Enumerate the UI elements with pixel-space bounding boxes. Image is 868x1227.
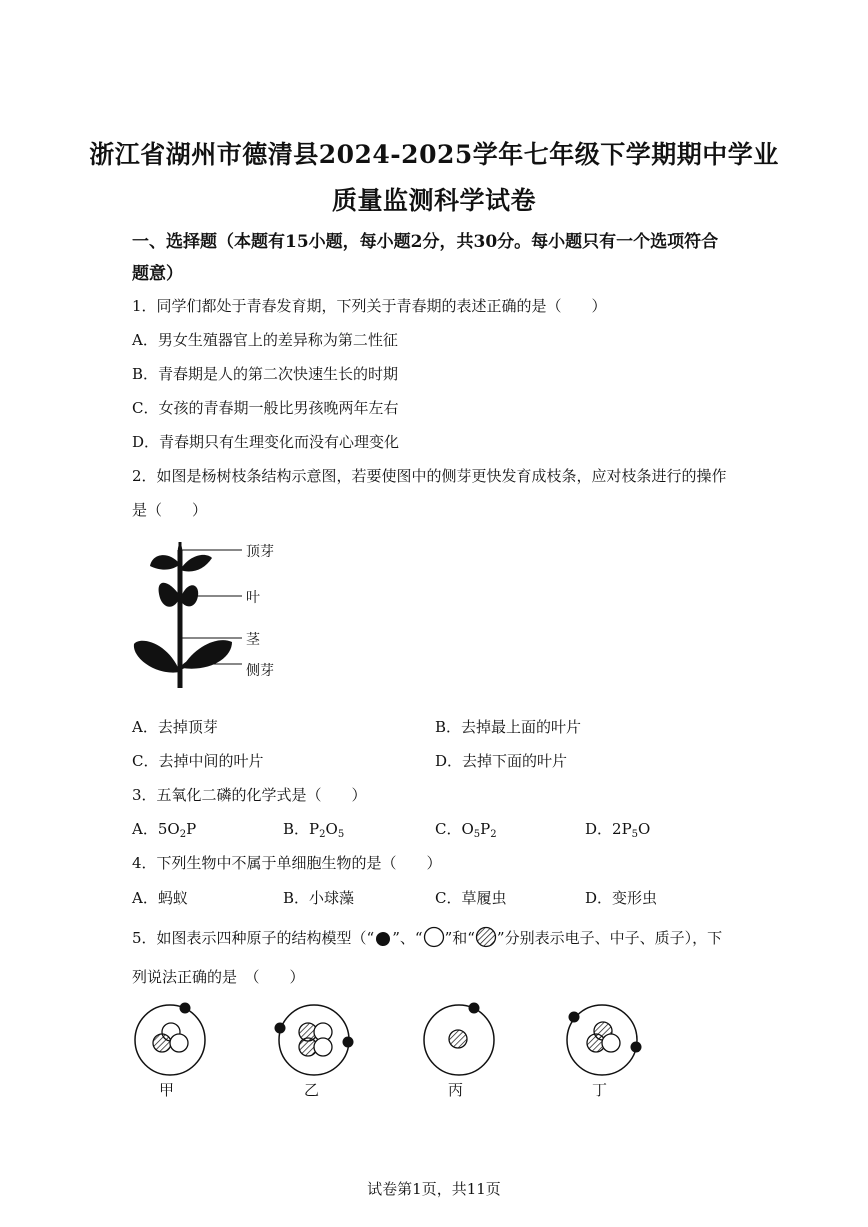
q3-option-a: A．$5O_2P$ bbox=[132, 820, 197, 840]
q3-option-c: C．$O_5P_2$ bbox=[435, 820, 497, 840]
q4-option-d: D．变形虫 bbox=[585, 889, 658, 907]
q2-option-a: A．去掉顶芽 bbox=[132, 718, 218, 736]
atom-label-ding: 丁 bbox=[592, 1081, 608, 1099]
label-stem: 茎 bbox=[246, 632, 260, 648]
atom-ding bbox=[560, 998, 644, 1082]
atom-label-bing: 丙 bbox=[448, 1081, 464, 1099]
q3-stem: 3．五氧化二磷的化学式是（ ） bbox=[132, 786, 367, 804]
page-footer: 试卷第1页，共11页 bbox=[367, 1180, 501, 1198]
leaf-shape bbox=[134, 641, 180, 673]
q1-option-d: D．青春期只有生理变化而没有心理变化 bbox=[132, 433, 400, 451]
q3-option-d: D．$2P_5O$ bbox=[585, 820, 651, 840]
atom-jia bbox=[128, 998, 212, 1082]
electron-dot bbox=[569, 1012, 580, 1023]
q5-stem: 5．如图表示四种原子的结构模型（“ ”、“ ”和“ ”分别表示电子、中子、质子），下 bbox=[132, 926, 722, 948]
q1-option-c: C．女孩的青春期一般比男孩晚两年左右 bbox=[132, 399, 399, 417]
neutron-icon bbox=[423, 926, 445, 948]
atom-label-jia: 甲 bbox=[159, 1081, 175, 1099]
electron-dot bbox=[343, 1037, 354, 1048]
exam-title-line2: 质量监测科学试卷 bbox=[331, 186, 536, 215]
atom-label-yi: 乙 bbox=[304, 1081, 320, 1099]
leaf-shape bbox=[150, 555, 180, 570]
electron-dot bbox=[180, 1003, 191, 1014]
leaf-shape bbox=[180, 555, 212, 572]
q1-stem: 1．同学们都处于青春发育期，下列关于青春期的表述正确的是（ ） bbox=[132, 297, 607, 315]
q2-option-d: D．去掉下面的叶片 bbox=[435, 752, 568, 770]
q4-option-a: A．蚂蚁 bbox=[132, 889, 188, 907]
q3-option-b: B．$P_2O_5$ bbox=[283, 820, 345, 840]
proton-icon bbox=[475, 926, 497, 948]
exam-title-line1: 浙江省湖州市德清县2024-2025学年七年级下学期期中学业 bbox=[89, 140, 779, 169]
section-heading-cont: 题意） bbox=[132, 264, 183, 284]
q4-stem: 4．下列生物中不属于单细胞生物的是（ ） bbox=[132, 854, 442, 872]
atom-bing bbox=[417, 998, 501, 1082]
section-heading: 一、选择题（本题有15小题，每小题2分，共30分。每小题只有一个选项符合 bbox=[132, 232, 719, 252]
q5-stem-cont: 列说法正确的是 （ ） bbox=[132, 968, 305, 986]
q2-option-b: B．去掉最上面的叶片 bbox=[435, 718, 582, 736]
q4-option-c: C．草履虫 bbox=[435, 889, 507, 907]
label-top-bud: 顶芽 bbox=[246, 544, 274, 560]
q1-option-b: B．青春期是人的第二次快速生长的时期 bbox=[132, 365, 399, 383]
electron-dot bbox=[275, 1023, 286, 1034]
electron-icon bbox=[374, 930, 392, 948]
electron-dot bbox=[469, 1003, 480, 1014]
leaf-shape bbox=[159, 583, 180, 607]
q4-option-b: B．小球藻 bbox=[283, 889, 355, 907]
atom-yi bbox=[272, 998, 356, 1082]
electron-dot bbox=[631, 1042, 642, 1053]
q2-stem: 2．如图是杨树枝条结构示意图，若要使图中的侧芽更快发育成枝条，应对枝条进行的操作 bbox=[132, 467, 727, 485]
q1-option-a: A．男女生殖器官上的差异称为第二性征 bbox=[132, 331, 398, 349]
q2-stem-cont: 是（ ） bbox=[132, 501, 208, 519]
q2-option-c: C．去掉中间的叶片 bbox=[132, 752, 264, 770]
label-leaf: 叶 bbox=[246, 590, 260, 606]
label-lateral-bud: 侧芽 bbox=[246, 663, 274, 679]
